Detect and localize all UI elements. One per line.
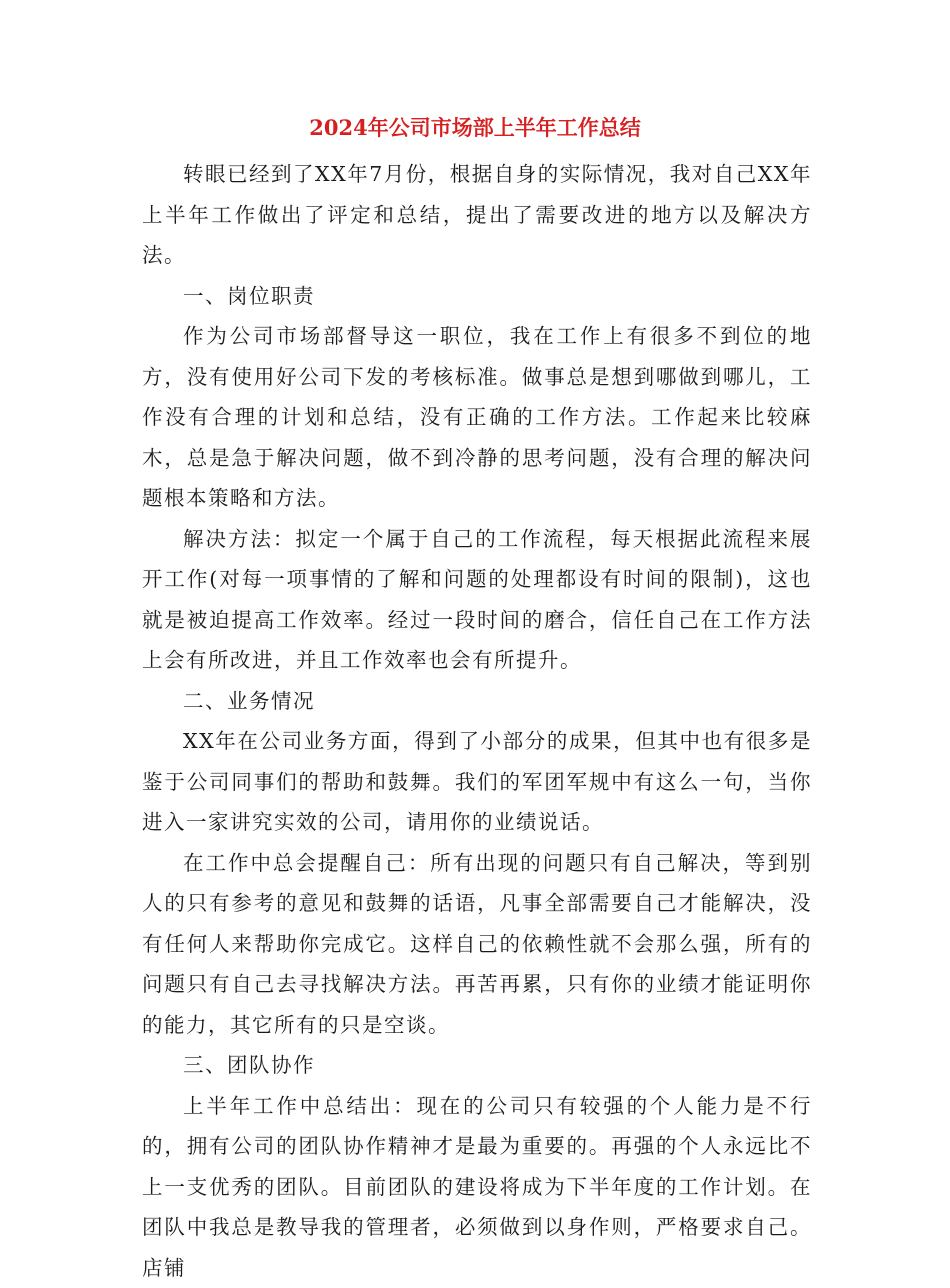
paragraph-teamwork: 上半年工作中总结出：现在的公司只有较强的个人能力是不行的，拥有公司的团队协作精神才是最为重要的。再强的个人永远比不上一支优秀的团队。目前团队的建设将成为下半年度的工作计划。在团队中我总是教导我的管理者，必须做到以身作则，严格要求自己。店铺 — [142, 1086, 812, 1288]
paragraph-business: XX年在公司业务方面，得到了小部分的成果，但其中也有很多是鉴于公司同事们的帮助和鼓舞。我们的军团军规中有这么一句，当你进入一家讲究实效的公司，请用你的业绩说话。 — [142, 721, 812, 843]
section-heading-teamwork: 三、团队协作 — [142, 1045, 812, 1086]
document-body — [142, 154, 812, 1288]
paragraph-job-duties: 作为公司市场部督导这一职位，我在工作上有很多不到位的地方，没有使用好公司下发的考核标准。做事总是想到哪做到哪儿，工作没有合理的计划和总结，没有正确的工作方法。工作起来比较麻木，总是急于解决问题，做不到冷静的思考问题，没有合理的解决问题根本策略和方法。 — [142, 316, 812, 519]
section-heading-job-duties: 一、岗位职责 — [142, 276, 812, 317]
document-title: 2024年公司市场部上半年工作总结 — [0, 112, 950, 144]
paragraph-self-reminder: 在工作中总会提醒自己：所有出现的问题只有自己解决，等到别人的只有参考的意见和鼓舞的话语，凡事全部需要自己才能解决，没有任何人来帮助你完成它。这样自己的依赖性就不会那么强，所有的问题只有自己去寻找解决方法。再苦再累，只有你的业绩才能证明你的能力，其它所有的只是空谈。 — [142, 843, 812, 1046]
paragraph-intro: 转眼已经到了XX年7月份，根据自身的实际情况，我对自己XX年上半年工作做出了评定和总结，提出了需要改进的地方以及解决方法。 — [142, 154, 812, 276]
section-heading-business: 二、业务情况 — [142, 681, 812, 722]
paragraph-solution: 解决方法：拟定一个属于自己的工作流程，每天根据此流程来展开工作(对每一项事情的了解和问题的处理都设有时间的限制)，这也就是被迫提高工作效率。经过一段时间的磨合，信任自己在工作方法上会有所改进，并且工作效率也会有所提升。 — [142, 519, 812, 681]
